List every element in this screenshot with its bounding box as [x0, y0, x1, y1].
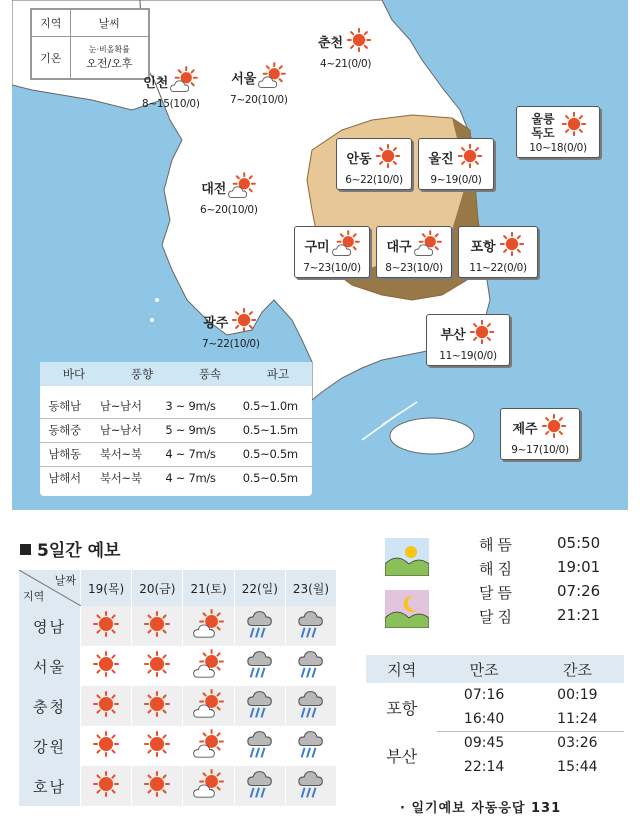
sun-icon [90, 688, 122, 724]
tide-high: 07:16 [463, 687, 505, 703]
forecast-cell [183, 606, 234, 646]
sea-cell: 0.5~1.0m [242, 398, 298, 413]
sea-cell: 0.5~0.5m [229, 466, 312, 490]
sun-cloud-icon [332, 230, 360, 261]
auto-response-info: · 일기예보 자동응답 131 [400, 801, 562, 816]
city-temp: 7~20(10/0) [230, 94, 288, 106]
forecast-cell [132, 606, 183, 646]
forecast-cell [132, 766, 183, 806]
forecast-cell [285, 606, 336, 646]
city-name: 서울 [231, 72, 257, 87]
sunmoon-label: 달짐 [479, 608, 516, 626]
city-temp: 7~23(10/0) [303, 262, 361, 274]
tide-low: 03:26 [557, 735, 598, 752]
forecast-cell [285, 686, 336, 726]
sea-cell: 0.5~0.5m [229, 442, 312, 466]
sun-cloud-icon [414, 230, 442, 261]
forecast-cell [183, 686, 234, 726]
sea-header: 풍향 [108, 362, 176, 386]
tide-low: 15:44 [557, 759, 598, 775]
sunmoon-value: 21:21 [557, 606, 601, 624]
cloud-rain-icon [295, 608, 327, 644]
city-seoul [230, 62, 288, 106]
cloud-rain-icon [295, 768, 327, 804]
sun-icon [141, 648, 173, 684]
city-temp: 11~19(0/0) [439, 350, 497, 362]
city-temp: 7~22(10/0) [202, 338, 260, 350]
city-name: 부산 [440, 328, 466, 343]
forecast-region: 서울 [19, 646, 81, 686]
table-row [40, 394, 312, 418]
cloud-rain-icon [244, 728, 276, 764]
table-row [19, 766, 337, 806]
sea-cell: 0.5~1.5m [229, 418, 312, 442]
table-row [19, 686, 337, 726]
sunrise-row [383, 534, 628, 558]
sun-icon [374, 142, 402, 173]
forecast-cell [285, 766, 336, 806]
city-gumi [294, 226, 370, 278]
forecast-cell [234, 766, 285, 806]
sea-cell: 북서~북 [89, 442, 152, 466]
forecast-cell [183, 766, 234, 806]
corner-region-label: 지역 [23, 590, 45, 603]
forecast-day-header: 21(토) [183, 570, 234, 606]
moonrise-row [383, 582, 628, 606]
city-name: 안동 [346, 152, 372, 167]
cloud-rain-icon [244, 648, 276, 684]
table-row [366, 683, 624, 707]
sun-icon [141, 768, 173, 804]
city-jeju [500, 408, 580, 460]
legend-region-label: 지역 [32, 10, 71, 37]
sea-cell: 남해서 [40, 466, 89, 490]
tide-low: 11:24 [531, 707, 624, 731]
cloud-rain-icon [295, 728, 327, 764]
sea-cell: 동해중 [40, 418, 89, 442]
forecast-day-header: 23(월) [285, 570, 336, 606]
weather-map [12, 0, 628, 510]
sun-icon [141, 608, 173, 644]
forecast-region: 영남 [19, 606, 81, 646]
square-bullet-icon [20, 544, 31, 555]
city-gwangju [202, 306, 260, 350]
forecast-cell [183, 726, 234, 766]
city-name: 인천 [143, 76, 169, 91]
map-legend [30, 8, 150, 80]
city-andong [336, 138, 412, 190]
forecast-region: 강원 [19, 726, 81, 766]
sea-cell: 3 ~ 9m/s [165, 398, 216, 413]
table-row [19, 606, 337, 646]
cloud-rain-icon [295, 648, 327, 684]
tide-high: 09:45 [463, 735, 505, 752]
forecast-day-header: 22(일) [234, 570, 285, 606]
legend-ampm-label: 오전/오후 [86, 56, 133, 70]
tide-high: 16:40 [437, 707, 530, 731]
sun-icon [540, 412, 568, 443]
sea-header: 바다 [40, 362, 108, 386]
sunmoon-value: 05:50 [557, 534, 601, 552]
tide-table [366, 655, 624, 779]
forecast-title-text: 5일간 예보 [37, 541, 121, 561]
forecast-title [20, 536, 120, 561]
city-name: 광주 [203, 316, 229, 331]
table-row [40, 442, 312, 466]
sunmoon-label: 달뜸 [479, 584, 516, 602]
forecast-cell [234, 606, 285, 646]
sun-icon [498, 230, 526, 261]
forecast-region: 충청 [19, 686, 81, 726]
sun-cloud-icon [193, 648, 225, 684]
forecast-cell [81, 766, 132, 806]
forecast-cell [285, 726, 336, 766]
cloud-rain-icon [295, 688, 327, 724]
sun-cloud-icon [193, 728, 225, 764]
sun-icon [141, 688, 173, 724]
sunset-row [383, 558, 628, 582]
legend-rain-label: 눈·비올확률 [88, 44, 130, 54]
forecast-cell [234, 686, 285, 726]
forecast-cell [285, 646, 336, 686]
city-temp: 11~22(0/0) [469, 262, 527, 274]
sunmoon-value: 19:01 [557, 558, 601, 576]
sun-moon-times [383, 534, 628, 630]
sunmoon-label: 해뜸 [479, 536, 516, 554]
tide-region: 부산 [386, 746, 418, 766]
five-day-forecast-table [18, 570, 336, 806]
city-temp: 10~18(0/0) [529, 142, 587, 154]
sea-cell: 4 ~ 7m/s [152, 442, 228, 466]
legend-weather-label: 날씨 [70, 10, 148, 37]
city-name: 대전 [201, 182, 227, 197]
sea-cell: 동해남 [48, 398, 81, 413]
forecast-day-header: 19(목) [81, 570, 132, 606]
sun-icon [456, 142, 484, 173]
sun-icon [468, 318, 496, 349]
city-daegu [376, 226, 452, 278]
sun-cloud-icon [170, 66, 198, 97]
sun-icon [90, 608, 122, 644]
sea-cell: 4 ~ 7m/s [152, 466, 228, 490]
sunmoon-label: 해짐 [479, 560, 516, 578]
forecast-cell [132, 646, 183, 686]
city-uljin [418, 138, 494, 190]
cloud-rain-icon [244, 608, 276, 644]
sun-icon [230, 306, 258, 337]
city-name: 포항 [470, 240, 496, 255]
city-temp: 8~15(10/0) [142, 98, 200, 110]
sea-forecast-table [40, 362, 312, 496]
sea-cell: 5 ~ 9m/s [152, 418, 228, 442]
city-chuncheon [318, 26, 373, 70]
city-busan [426, 314, 510, 366]
city-temp: 8~23(10/0) [385, 262, 443, 274]
tide-low: 00:19 [557, 687, 598, 703]
tide-high: 22:14 [463, 759, 505, 775]
table-row [40, 418, 312, 442]
sea-header: 파고 [244, 362, 312, 386]
city-name: 구미 [304, 240, 330, 255]
sun-icon [90, 768, 122, 804]
forecast-region: 호남 [19, 766, 81, 806]
city-name: 울진 [428, 152, 454, 167]
sun-cloud-icon [193, 768, 225, 804]
sea-cell: 남~남서 [89, 418, 152, 442]
tide-header: 지역 [366, 655, 437, 683]
city-name: 제주 [512, 422, 538, 437]
forecast-cell [132, 726, 183, 766]
table-row [366, 731, 624, 755]
tide-header: 간조 [531, 655, 624, 683]
forecast-cell [81, 606, 132, 646]
sea-cell: 북서~북 [89, 466, 152, 490]
sun-cloud-icon [193, 688, 225, 724]
sun-cloud-icon [228, 172, 256, 203]
tide-header: 만조 [437, 655, 530, 683]
sun-icon [560, 110, 588, 141]
sun-cloud-icon [258, 62, 286, 93]
table-row [19, 726, 337, 766]
city-temp: 6~22(10/0) [345, 174, 403, 186]
legend-temp-label: 기온 [32, 37, 71, 79]
cloud-rain-icon [244, 768, 276, 804]
city-name: 대구 [386, 240, 412, 255]
forecast-day-header: 20(금) [132, 570, 183, 606]
corner-date-label: 날짜 [54, 574, 76, 587]
city-temp: 6~20(10/0) [200, 204, 258, 216]
city-ulleung [516, 106, 600, 158]
sun-icon [90, 648, 122, 684]
city-name: 춘천 [318, 36, 344, 51]
sea-header: 풍속 [176, 362, 244, 386]
table-row [19, 646, 337, 686]
tide-region: 포항 [386, 698, 418, 718]
forecast-cell [81, 686, 132, 726]
forecast-cell [132, 686, 183, 726]
forecast-corner-header [19, 570, 81, 606]
city-temp: 9~19(0/0) [430, 174, 482, 186]
moonset-row [383, 606, 628, 630]
forecast-cell [234, 726, 285, 766]
forecast-cell [81, 726, 132, 766]
sun-cloud-icon [193, 608, 225, 644]
cloud-rain-icon [244, 688, 276, 724]
city-daejeon [200, 172, 258, 216]
sun-icon [90, 728, 122, 764]
forecast-cell [183, 646, 234, 686]
sea-cell: 남해동 [40, 442, 89, 466]
city-incheon [142, 66, 200, 110]
sun-icon [141, 728, 173, 764]
city-name: 울릉 독도 [531, 111, 555, 140]
sea-cell: 남~남서 [99, 398, 142, 413]
table-row [40, 466, 312, 490]
sunmoon-value: 07:26 [557, 582, 601, 600]
forecast-cell [234, 646, 285, 686]
city-pohang [458, 226, 538, 278]
city-temp: 4~21(0/0) [319, 58, 372, 70]
sun-icon [345, 26, 373, 57]
forecast-cell [81, 646, 132, 686]
city-temp: 9~17(10/0) [511, 444, 569, 456]
